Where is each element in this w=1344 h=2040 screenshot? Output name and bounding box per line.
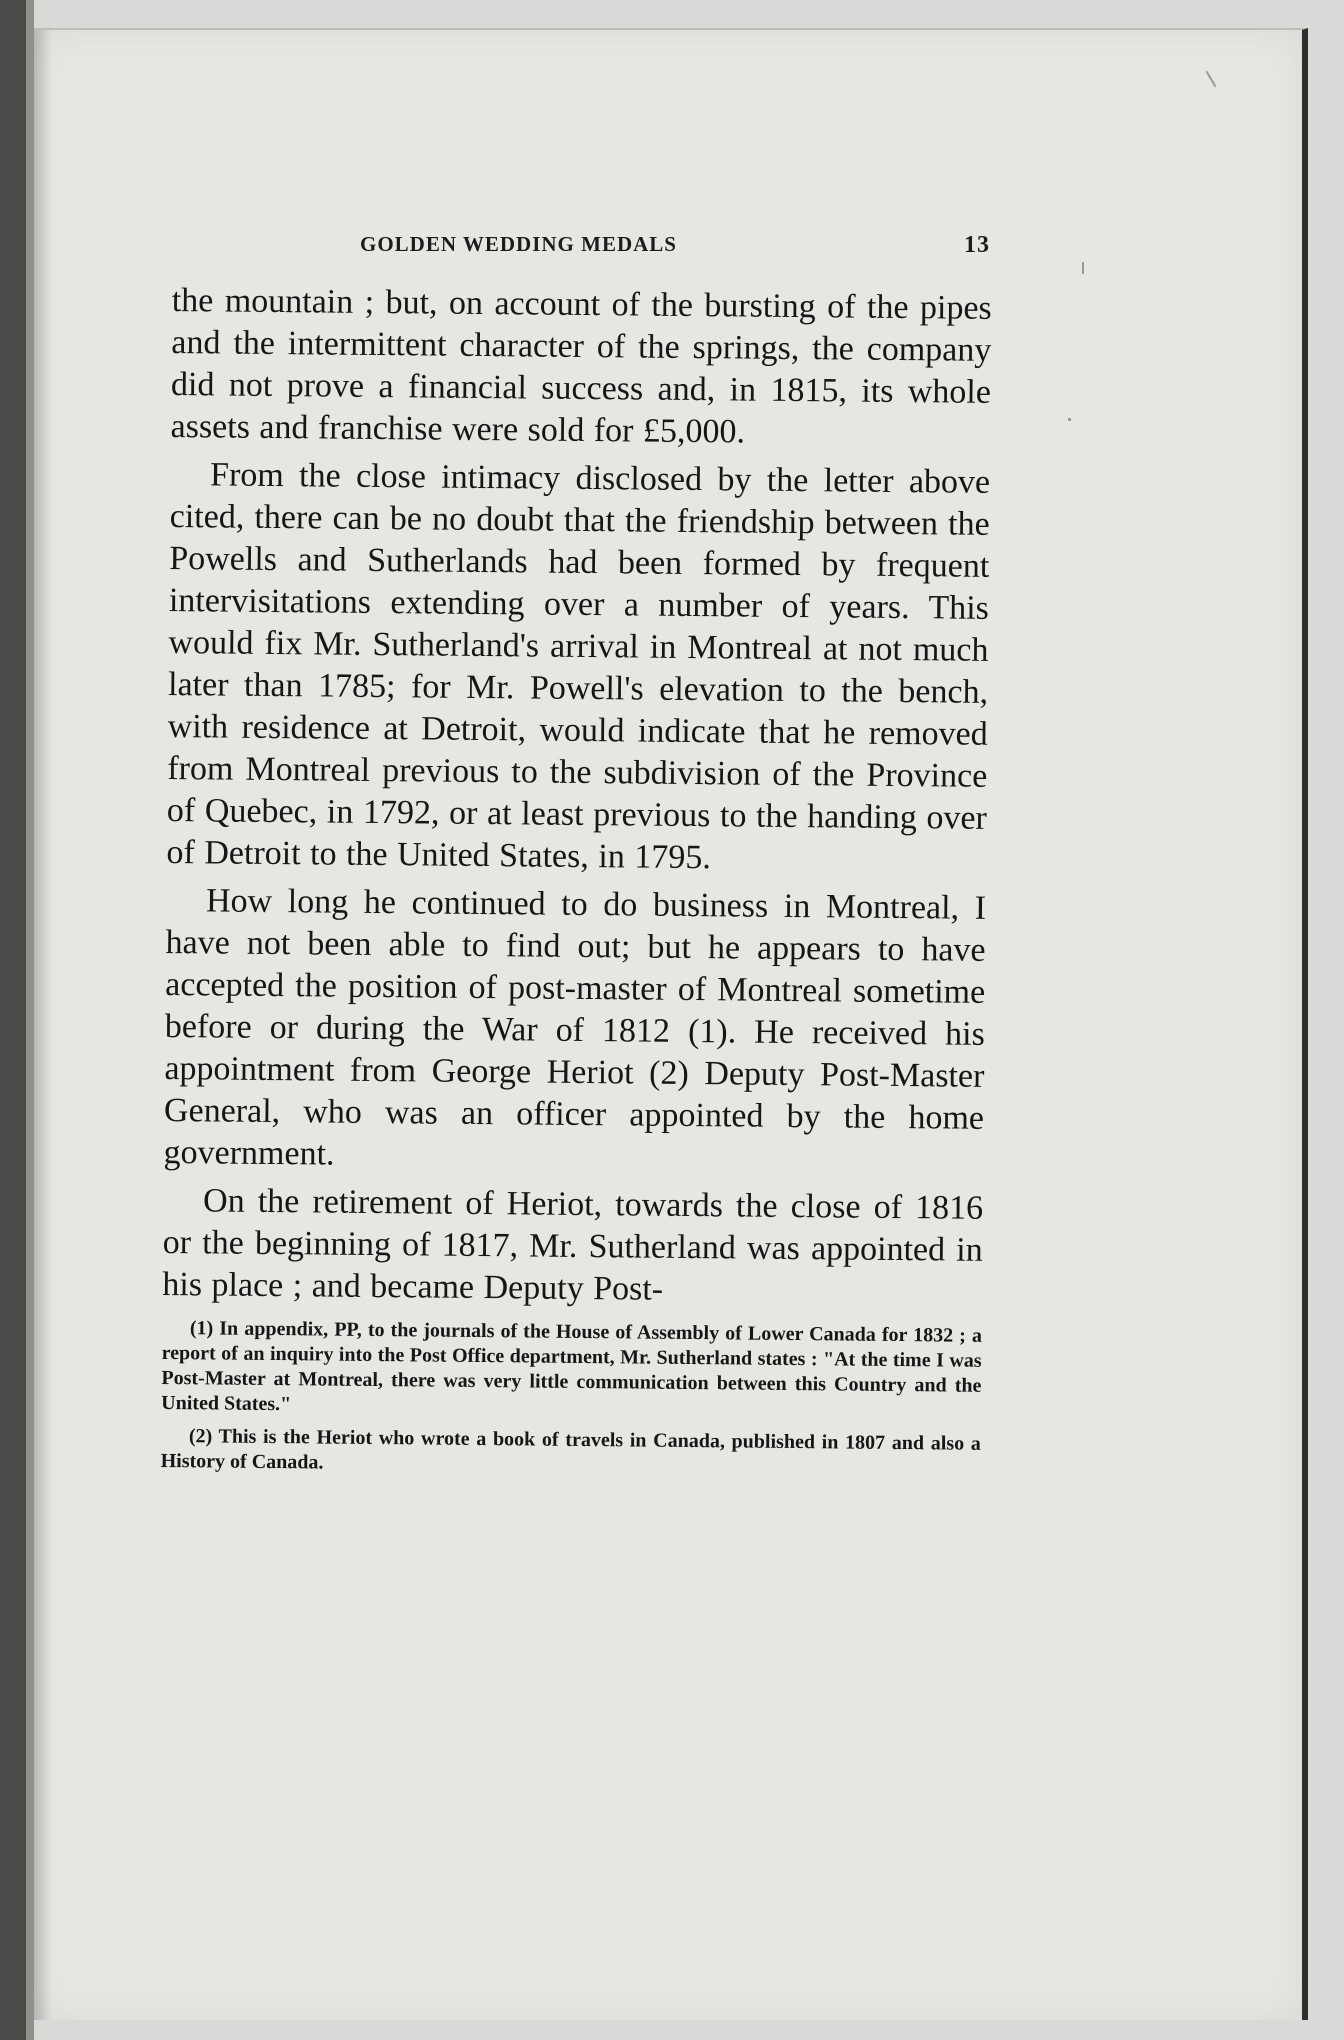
scan-speck: [1068, 418, 1071, 421]
page-number: 13: [964, 232, 990, 258]
scan-border-left: [0, 0, 26, 2040]
footnote-1: (1) In appendix, PP, to the journals of the House of Assembly of Lower Canada for 1832 ; a report of an inquiry into the Post Office department, Mr. Sutherland states : "At the time I was Post-Master at Montreal, there was very little communication between this Country and the United States.": [161, 1317, 983, 1416]
paragraph-1: the mountain ; but, on account of the bursting of the pipes and the intermittent character of the springs, the company did not prove a financial success and, in 1815, its whole assets and franchise were sold for £5,000.: [170, 281, 992, 451]
scan-border-left-inner: [26, 0, 34, 2040]
footnotes: [161, 1316, 982, 1482]
footnote-2: (2) This is the Heriot who wrote a book of travels in Canada, published in 1807 and also a History of Canada.: [160, 1425, 981, 1474]
spine-shadow: [34, 30, 52, 2020]
running-head: [360, 226, 990, 262]
paragraph-3: How long he continued to do business in Montreal, I have not been able to find out; but he appears to have accepted the position of post-master of Montreal sometime before or during the War of 1812 (1). He received his appointment from George Heriot (2) Deputy Post-Master General, who was an officer appointed by the home government.: [163, 882, 987, 1173]
scan-speck: [1082, 262, 1084, 274]
running-title: GOLDEN WEDDING MEDALS: [360, 232, 677, 256]
main-text: [160, 280, 992, 1490]
paragraph-4: On the retirement of Heriot, towards the close of 1816 or the beginning of 1817, Mr. Sutherland was appointed in his place ; and became Deputy Post-: [162, 1182, 984, 1308]
paragraph-2: From the close intimacy disclosed by the letter above cited, there can be no doubt that the friendship between the Powells and Sutherlands had been formed by frequent intervisitations extending over a number of years. This would fix Mr. Sutherland's arrival in Montreal at not much later than 1785; for Mr. Powell's elevation to the bench, with residence at Detroit, would indicate that he removed from Montreal previous to the subdivision of the Province of Quebec, in 1792, or at least previous to the handing over of Detroit to the United States, in 1795.: [166, 456, 991, 877]
